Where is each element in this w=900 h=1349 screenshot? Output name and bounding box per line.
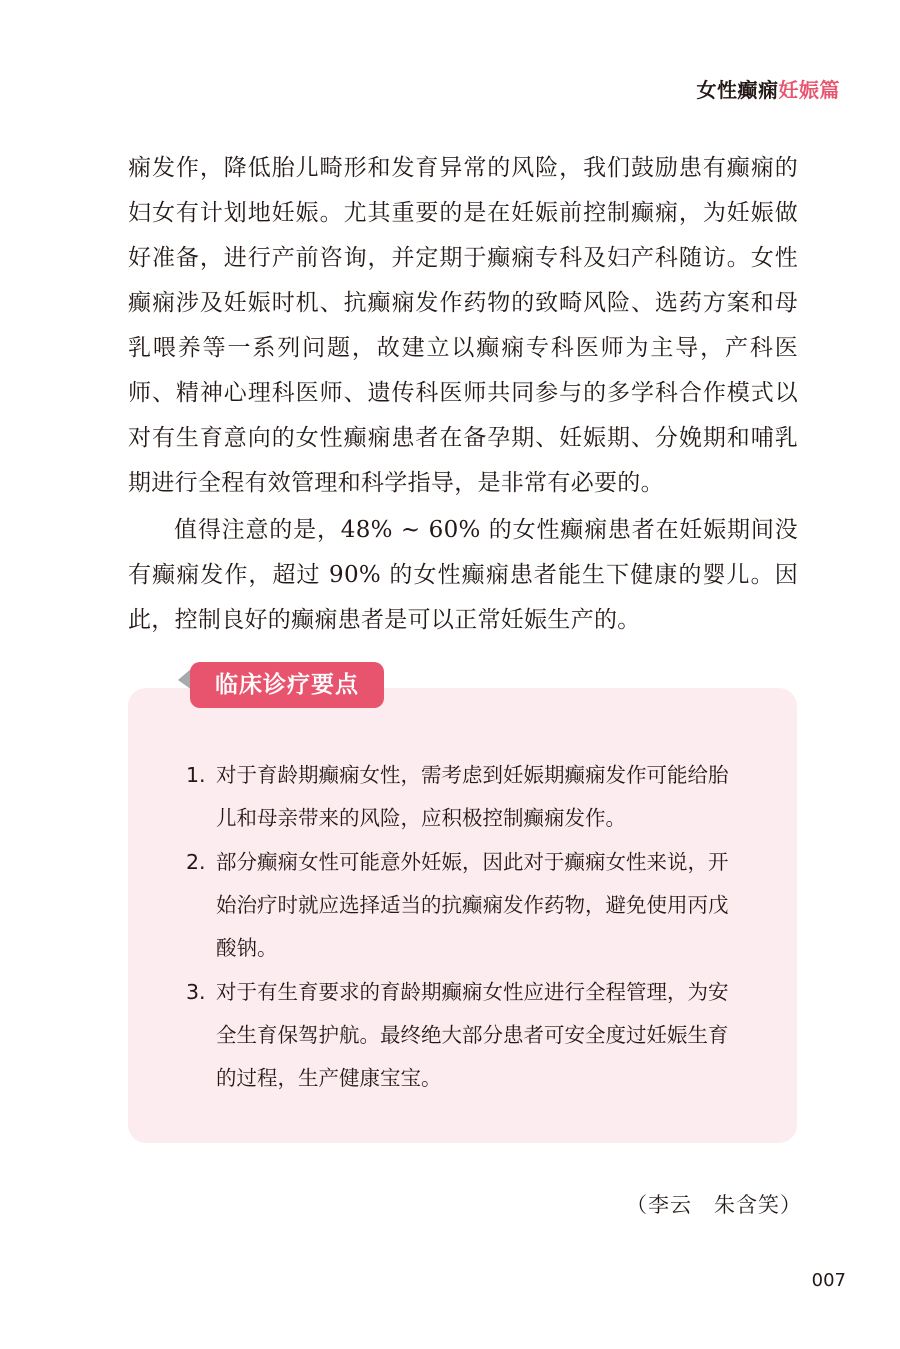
key-point-number: 1. bbox=[186, 763, 206, 787]
key-point-number: 2. bbox=[186, 850, 206, 874]
key-point-item bbox=[186, 971, 746, 1100]
author-credit: （李云 朱含笑） bbox=[626, 1193, 802, 1217]
body-text bbox=[128, 146, 798, 643]
paragraph-2: 值得注意的是，48% ~ 60% 的女性癫痫患者在妊娠期间没有癫痫发作，超过 90% 的女性癫痫患者能生下健康的婴儿。因此，控制良好的癫痫患者是可以正常妊娠生产的。 bbox=[128, 517, 798, 633]
paragraph-1: 痫发作，降低胎儿畸形和发育异常的风险，我们鼓励患有癫痫的妇女有计划地妊娠。尤其重要的是在妊娠前控制癫痫，为妊娠做好准备，进行产前咨询，并定期于癫痫专科及妇产科随访。女性癫痫涉及妊娠时机、抗癫痫发作药物的致畸风险、选药方案和母乳喂养等一系列问题，故建立以癫痫专科医师为主导，产科医师、精神心理科医师、遗传科医师共同参与的多学科合作模式以对有生育意向的女性癫痫患者在备孕期、妊娠期、分娩期和哺乳期进行全程有效管理和科学指导，是非常有必要的。 bbox=[128, 155, 798, 496]
page-number: 007 bbox=[811, 1270, 846, 1291]
header-book-title: 女性癫痫 bbox=[696, 78, 779, 102]
key-point-text: 部分癫痫女性可能意外妊娠，因此对于癫痫女性来说，开始治疗时就应选择适当的抗癫痫发作药物，避免使用丙戊酸钠。 bbox=[216, 850, 729, 960]
key-point-number: 3. bbox=[186, 980, 206, 1004]
header-section-title: 妊娠篇 bbox=[778, 78, 840, 102]
key-points-list bbox=[186, 754, 746, 1101]
key-point-text: 对于育龄期癫痫女性，需考虑到妊娠期癫痫发作可能给胎儿和母亲带来的风险，应积极控制癫痫发作。 bbox=[216, 763, 729, 830]
key-points-title: 临床诊疗要点 bbox=[190, 662, 384, 708]
key-point-item bbox=[186, 754, 746, 840]
key-point-item bbox=[186, 841, 746, 970]
key-point-text: 对于有生育要求的育龄期癫痫女性应进行全程管理，为安全生育保驾护航。最终绝大部分患者可安全度过妊娠生育的过程，生产健康宝宝。 bbox=[216, 980, 729, 1090]
running-header bbox=[697, 74, 841, 103]
